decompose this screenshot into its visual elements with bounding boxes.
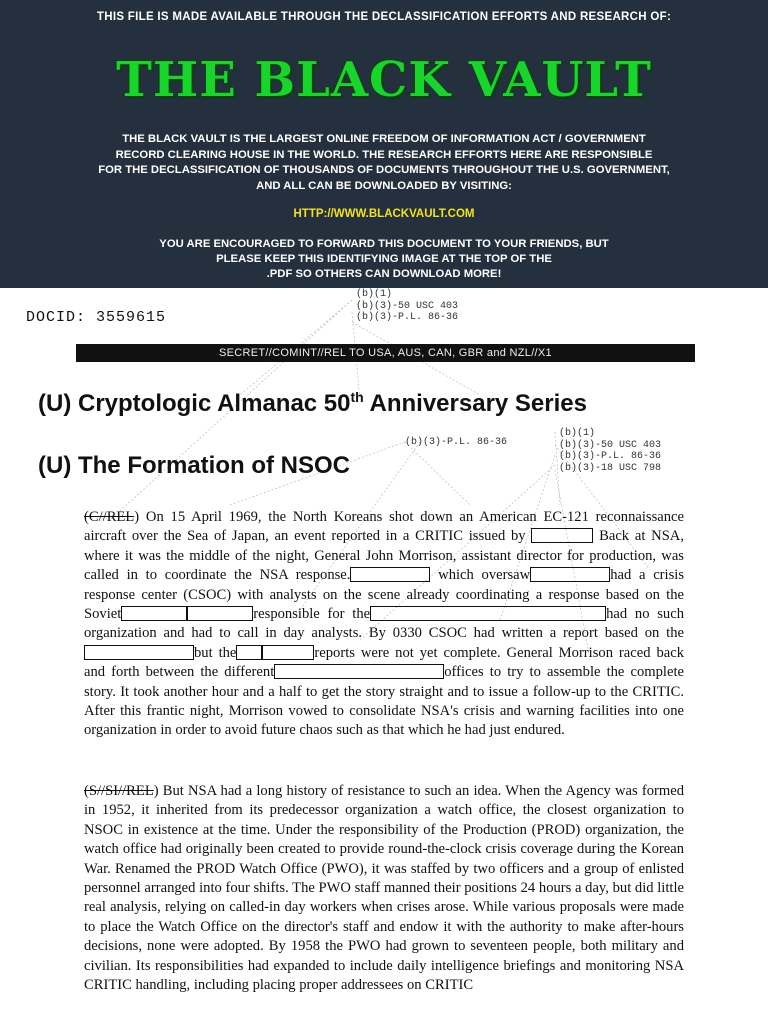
redaction-box bbox=[274, 664, 444, 679]
paragraph-2 bbox=[84, 782, 684, 995]
series-heading-text: (U) Cryptologic Almanac 50 bbox=[38, 390, 351, 417]
banner-url-link[interactable]: HTTP://WWW.BLACKVAULT.COM bbox=[293, 208, 475, 220]
redaction-box bbox=[84, 645, 194, 660]
exemption-codes-right bbox=[559, 428, 661, 474]
paragraph-1 bbox=[84, 508, 684, 741]
para-text: had no such organization and had to call in day analysts. By 0330 CSOC had written a report based on the bbox=[84, 606, 684, 642]
docid-label: DOCID: 3559615 bbox=[26, 309, 167, 326]
redaction-box bbox=[262, 645, 314, 660]
banner-desc-line: RECORD CLEARING HOUSE IN THE WORLD. THE RESEARCH EFFORTS HERE ARE RESPONSIBLE bbox=[115, 148, 653, 161]
banner-desc-line: THE BLACK VAULT IS THE LARGEST ONLINE FREEDOM OF INFORMATION ACT / GOVERNMENT bbox=[122, 133, 646, 145]
para-text: but the bbox=[194, 644, 237, 661]
exemption-code: (b)(3)-P.L. 86-36 bbox=[559, 451, 662, 462]
para-text: ) But NSA had a long history of resistance to such an idea. When the Agency was formed in 1952, it inherited from its predecessor organization a watch office, the closest organization to NSOC in existence at the time. Under the responsibility of the Production (PROD) organization, the watch office had originally been created to provide round-the-clock crisis coverage during the Korean War. Renamed the PROD Watch Office (PWO), it was staffed by two officers and a group of enlisted personnel arranged into four shifts. The PWO staff manned their positions 24 hours a day, but did little real analysis, relying on called-in day workers when crises arose. While various proposals were made to place the Watch Office on the director's staff and endow it with the authority to make after-hours decisions, none were adopted. By 1958 the PWO had grown to seventeen people, both military and civilian. Its responsibilities had expanded to include daily intelligence briefings and monitoring NSA CRITIC handling, including placing proper addressees on CRITIC bbox=[84, 783, 684, 994]
exemption-codes-top bbox=[356, 289, 458, 324]
para-text: Back at NSA, where it was the middle of the night, General John Morrison, assistant director for production, was called in to coordinate the NSA response. bbox=[84, 528, 684, 584]
banner-top-line: THIS FILE IS MADE AVAILABLE THROUGH THE DECLASSIFICATION EFFORTS AND RESEARCH OF: bbox=[96, 11, 672, 23]
series-heading-sup: th bbox=[350, 389, 364, 405]
exemption-code: (b)(3)-18 USC 798 bbox=[559, 462, 662, 474]
para-text: had a crisis response center (CSOC) with analysts on the scene already coordinating a response based on the Soviet bbox=[84, 567, 684, 623]
classification-marking: (S//SI//REL bbox=[84, 783, 154, 799]
redaction-box bbox=[530, 567, 610, 582]
classification-marking: (C//REL bbox=[84, 509, 135, 525]
redaction-box bbox=[350, 567, 430, 582]
banner-fwd-line: .PDF SO OTHERS CAN DOWNLOAD MORE! bbox=[266, 268, 502, 280]
black-vault-banner bbox=[0, 0, 768, 288]
redaction-box bbox=[121, 606, 187, 621]
para-text: which oversaw bbox=[430, 567, 531, 584]
black-vault-logo: THE BLACK VAULT bbox=[116, 52, 652, 108]
article-title: (U) The Formation of NSOC bbox=[38, 452, 350, 479]
series-heading-tail: Anniversary Series bbox=[363, 390, 587, 417]
banner-desc-line: FOR THE DECLASSIFICATION OF THOUSANDS OF DOCUMENTS THROUGHOUT THE U.S. GOVERNMENT, bbox=[98, 164, 670, 176]
redaction-box bbox=[236, 645, 262, 660]
banner-forward-note bbox=[60, 237, 708, 282]
redaction-box bbox=[531, 528, 593, 543]
exemption-code-mid: (b)(3)-P.L. 86-36 bbox=[405, 437, 508, 448]
banner-fwd-line: YOU ARE ENCOURAGED TO FORWARD THIS DOCUMENT TO YOUR FRIENDS, BUT bbox=[159, 238, 609, 250]
banner-desc-line: AND ALL CAN BE DOWNLOADED BY VISITING: bbox=[256, 179, 512, 192]
banner-description bbox=[8, 132, 760, 194]
para-text: responsible for the bbox=[253, 606, 371, 623]
redaction-box bbox=[187, 606, 253, 621]
para-text: reports were not yet complete. General Morrison raced back and forth between the different bbox=[84, 644, 684, 681]
para-text: offices to try to assemble the complete story. It took another hour and a half to get the story straight and to issue a follow-up to the CRITIC. After this frantic night, Morrison vowed to consolidate NSA's crisis and warning facilities into one organization in order to avoid future chaos such as that which he had just endured. bbox=[84, 664, 684, 739]
para-text: ) On 15 April 1969, the North Koreans shot down an American EC-121 reconnaissance aircraft over the Sea of Japan, an event reported in a CRITIC issued by bbox=[84, 509, 684, 545]
exemption-code: (b)(1) bbox=[356, 289, 393, 300]
exemption-code: (b)(3)-P.L. 86-36 bbox=[356, 312, 459, 323]
redaction-box bbox=[370, 606, 606, 621]
banner-fwd-line: PLEASE KEEP THIS IDENTIFYING IMAGE AT THE TOP OF THE bbox=[216, 253, 552, 265]
exemption-code: (b)(3)-50 USC 403 bbox=[356, 300, 459, 312]
series-heading bbox=[38, 389, 587, 418]
classification-banner: SECRET//COMINT//REL TO USA, AUS, CAN, GBR and NZL//X1 bbox=[76, 344, 695, 362]
exemption-code: (b)(3)-50 USC 403 bbox=[559, 439, 662, 451]
exemption-code: (b)(1) bbox=[559, 428, 596, 439]
